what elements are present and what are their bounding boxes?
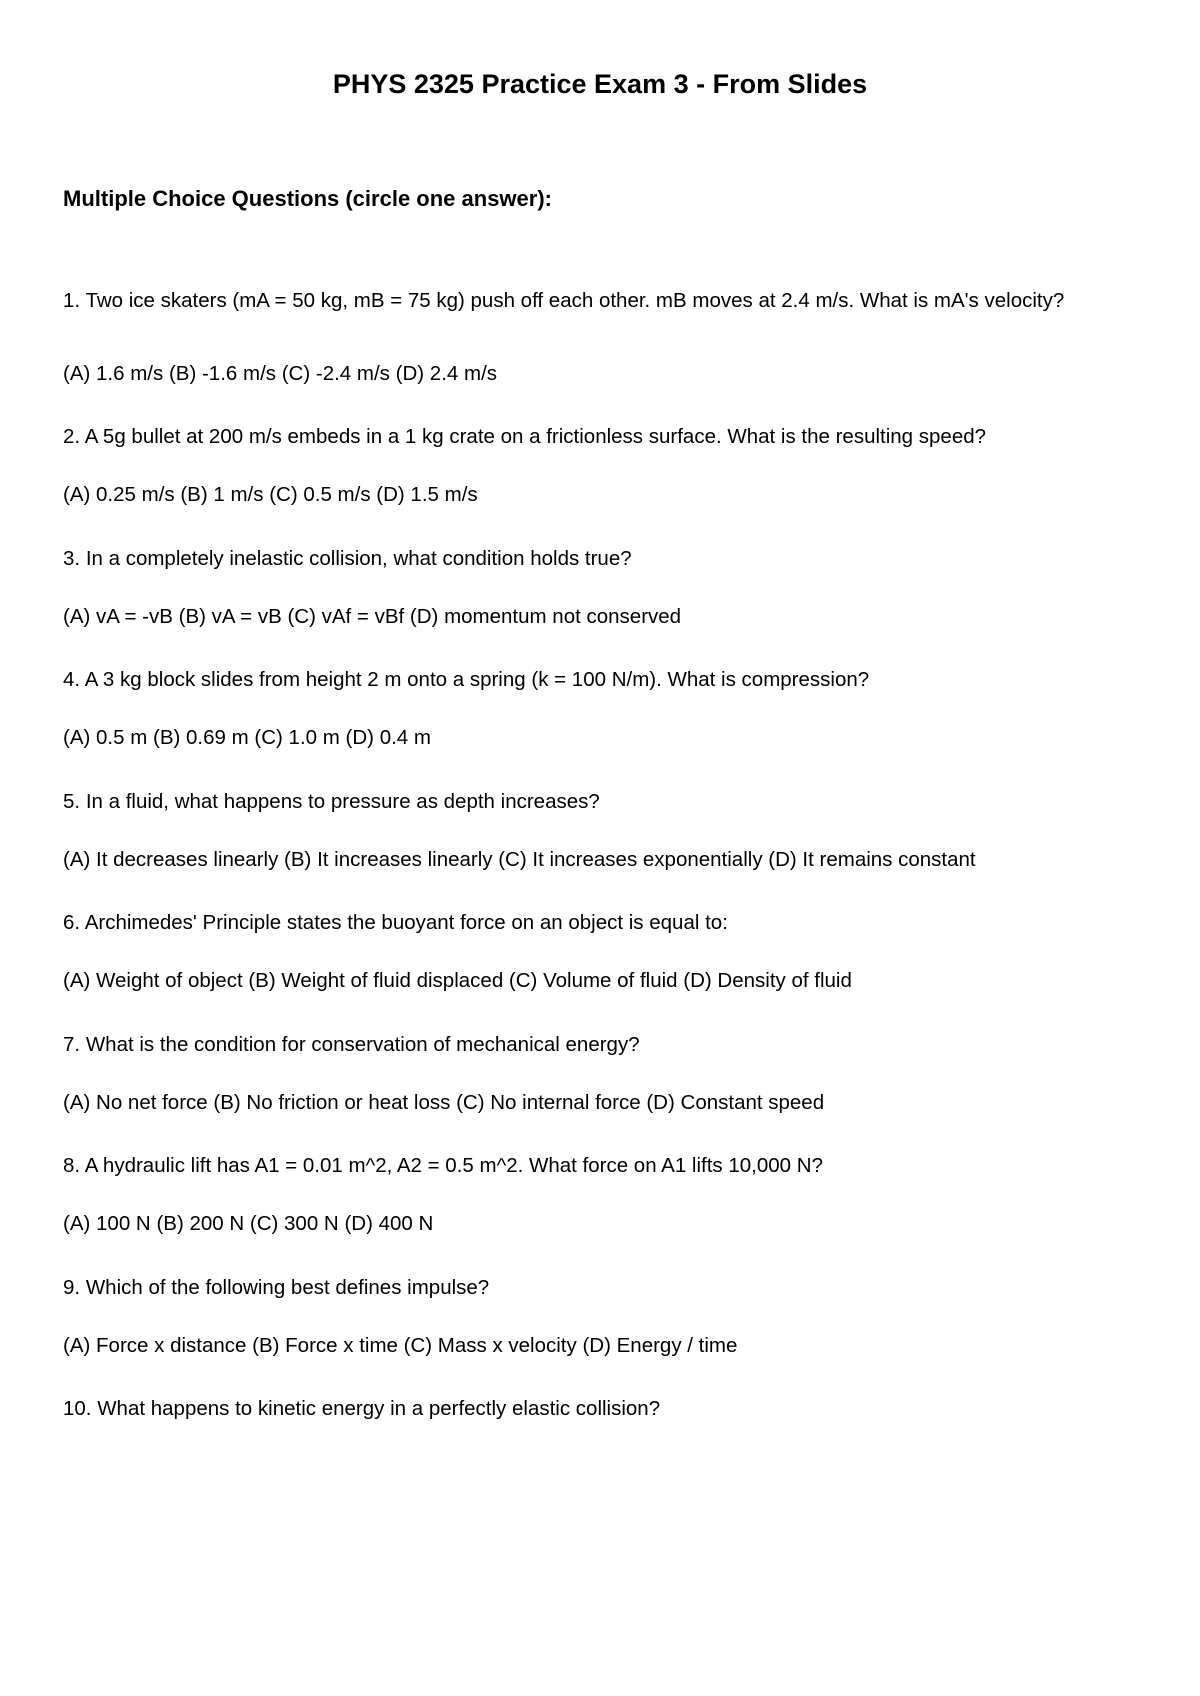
question-number: 3. bbox=[63, 547, 81, 570]
question-text: In a completely inelastic collision, what condition holds true? bbox=[85, 547, 632, 570]
option-a[interactable]: (A) It decreases linearly bbox=[63, 848, 279, 871]
question-number: 2. bbox=[63, 425, 81, 448]
question-5 bbox=[63, 789, 600, 815]
question-2-options bbox=[63, 482, 478, 508]
question-1-options bbox=[63, 361, 497, 387]
option-c[interactable]: (C) vAf = vBf bbox=[287, 605, 405, 628]
option-a[interactable]: (A) Weight of object bbox=[63, 969, 243, 992]
option-b[interactable]: (B) 1 m/s bbox=[180, 483, 264, 506]
question-number: 8. bbox=[63, 1154, 81, 1177]
question-6-options bbox=[63, 968, 852, 994]
option-c[interactable]: (C) No internal force bbox=[456, 1091, 641, 1114]
question-text: A hydraulic lift has A1 = 0.01 m^2, A2 = 0.5 m^2. What force on A1 lifts 10,000 N? bbox=[84, 1154, 823, 1177]
question-9 bbox=[63, 1275, 489, 1301]
option-d[interactable]: (D) Density of fluid bbox=[683, 969, 852, 992]
question-2 bbox=[63, 424, 986, 450]
option-d[interactable]: (D) momentum not conserved bbox=[409, 605, 682, 628]
option-d[interactable]: (D) 400 N bbox=[344, 1212, 434, 1235]
question-text: A 5g bullet at 200 m/s embeds in a 1 kg crate on a frictionless surface. What is the resulting speed? bbox=[84, 425, 987, 448]
question-7-options bbox=[63, 1090, 824, 1116]
option-d[interactable]: (D) 2.4 m/s bbox=[395, 362, 498, 385]
section-heading: Multiple Choice Questions (circle one answer): bbox=[63, 186, 552, 211]
option-a[interactable]: (A) 100 N bbox=[63, 1212, 151, 1235]
option-d[interactable]: (D) 0.4 m bbox=[345, 726, 431, 749]
question-text: Archimedes' Principle states the buoyant force on an object is equal to: bbox=[84, 911, 728, 934]
question-text: Two ice skaters (mA = 50 kg, mB = 75 kg) push off each other. mB moves at 2.4 m/s. What is mA's velocity? bbox=[85, 289, 1065, 312]
question-5-options bbox=[63, 847, 976, 873]
question-3-options bbox=[63, 604, 681, 630]
question-text: In a fluid, what happens to pressure as depth increases? bbox=[85, 790, 600, 813]
question-6 bbox=[63, 910, 728, 936]
question-text: Which of the following best defines impulse? bbox=[85, 1276, 490, 1299]
option-c[interactable]: (C) 1.0 m bbox=[254, 726, 340, 749]
option-a[interactable]: (A) 0.25 m/s bbox=[63, 483, 175, 506]
question-1 bbox=[63, 270, 1145, 332]
question-number: 1. bbox=[63, 289, 81, 312]
option-b[interactable]: (B) Force x time bbox=[252, 1334, 398, 1357]
option-b[interactable]: (B) Weight of fluid displaced bbox=[248, 969, 504, 992]
question-3 bbox=[63, 546, 632, 572]
option-a[interactable]: (A) vA = -vB bbox=[63, 605, 173, 628]
question-number: 5. bbox=[63, 790, 81, 813]
option-d[interactable]: (D) 1.5 m/s bbox=[376, 483, 478, 506]
question-4 bbox=[63, 667, 869, 693]
option-b[interactable]: (B) 0.69 m bbox=[153, 726, 249, 749]
option-c[interactable]: (C) 300 N bbox=[249, 1212, 339, 1235]
question-number: 9. bbox=[63, 1276, 81, 1299]
option-b[interactable]: (B) It increases linearly bbox=[284, 848, 493, 871]
page-title: PHYS 2325 Practice Exam 3 - From Slides bbox=[332, 69, 868, 99]
question-number: 7. bbox=[63, 1033, 81, 1056]
option-b[interactable]: (B) 200 N bbox=[156, 1212, 245, 1235]
question-text: What happens to kinetic energy in a perfectly elastic collision? bbox=[97, 1397, 661, 1420]
option-a[interactable]: (A) No net force bbox=[63, 1091, 208, 1114]
option-d[interactable]: (D) It remains constant bbox=[768, 848, 976, 871]
question-4-options bbox=[63, 725, 431, 751]
option-d[interactable]: (D) Constant speed bbox=[646, 1091, 825, 1114]
question-text: A 3 kg block slides from height 2 m onto a spring (k = 100 N/m). What is compression? bbox=[84, 668, 870, 691]
question-8-options bbox=[63, 1211, 433, 1237]
option-a[interactable]: (A) 0.5 m bbox=[63, 726, 148, 749]
option-c[interactable]: (C) It increases exponentially bbox=[498, 848, 763, 871]
question-number: 4. bbox=[63, 668, 81, 691]
question-text: What is the condition for conservation of mechanical energy? bbox=[85, 1033, 640, 1056]
option-b[interactable]: (B) -1.6 m/s bbox=[168, 362, 277, 385]
option-c[interactable]: (C) Mass x velocity bbox=[403, 1334, 577, 1357]
option-a[interactable]: (A) 1.6 m/s bbox=[63, 362, 164, 385]
question-8 bbox=[63, 1153, 823, 1179]
option-a[interactable]: (A) Force x distance bbox=[63, 1334, 247, 1357]
option-c[interactable]: (C) -2.4 m/s bbox=[281, 362, 390, 385]
question-9-options bbox=[63, 1333, 737, 1359]
question-number: 6. bbox=[63, 911, 81, 934]
option-b[interactable]: (B) No friction or heat loss bbox=[213, 1091, 451, 1114]
question-7 bbox=[63, 1032, 640, 1058]
option-c[interactable]: (C) 0.5 m/s bbox=[269, 483, 371, 506]
option-b[interactable]: (B) vA = vB bbox=[178, 605, 282, 628]
question-number: 10. bbox=[63, 1397, 92, 1420]
option-c[interactable]: (C) Volume of fluid bbox=[508, 969, 678, 992]
option-d[interactable]: (D) Energy / time bbox=[582, 1334, 738, 1357]
question-10 bbox=[63, 1396, 660, 1422]
